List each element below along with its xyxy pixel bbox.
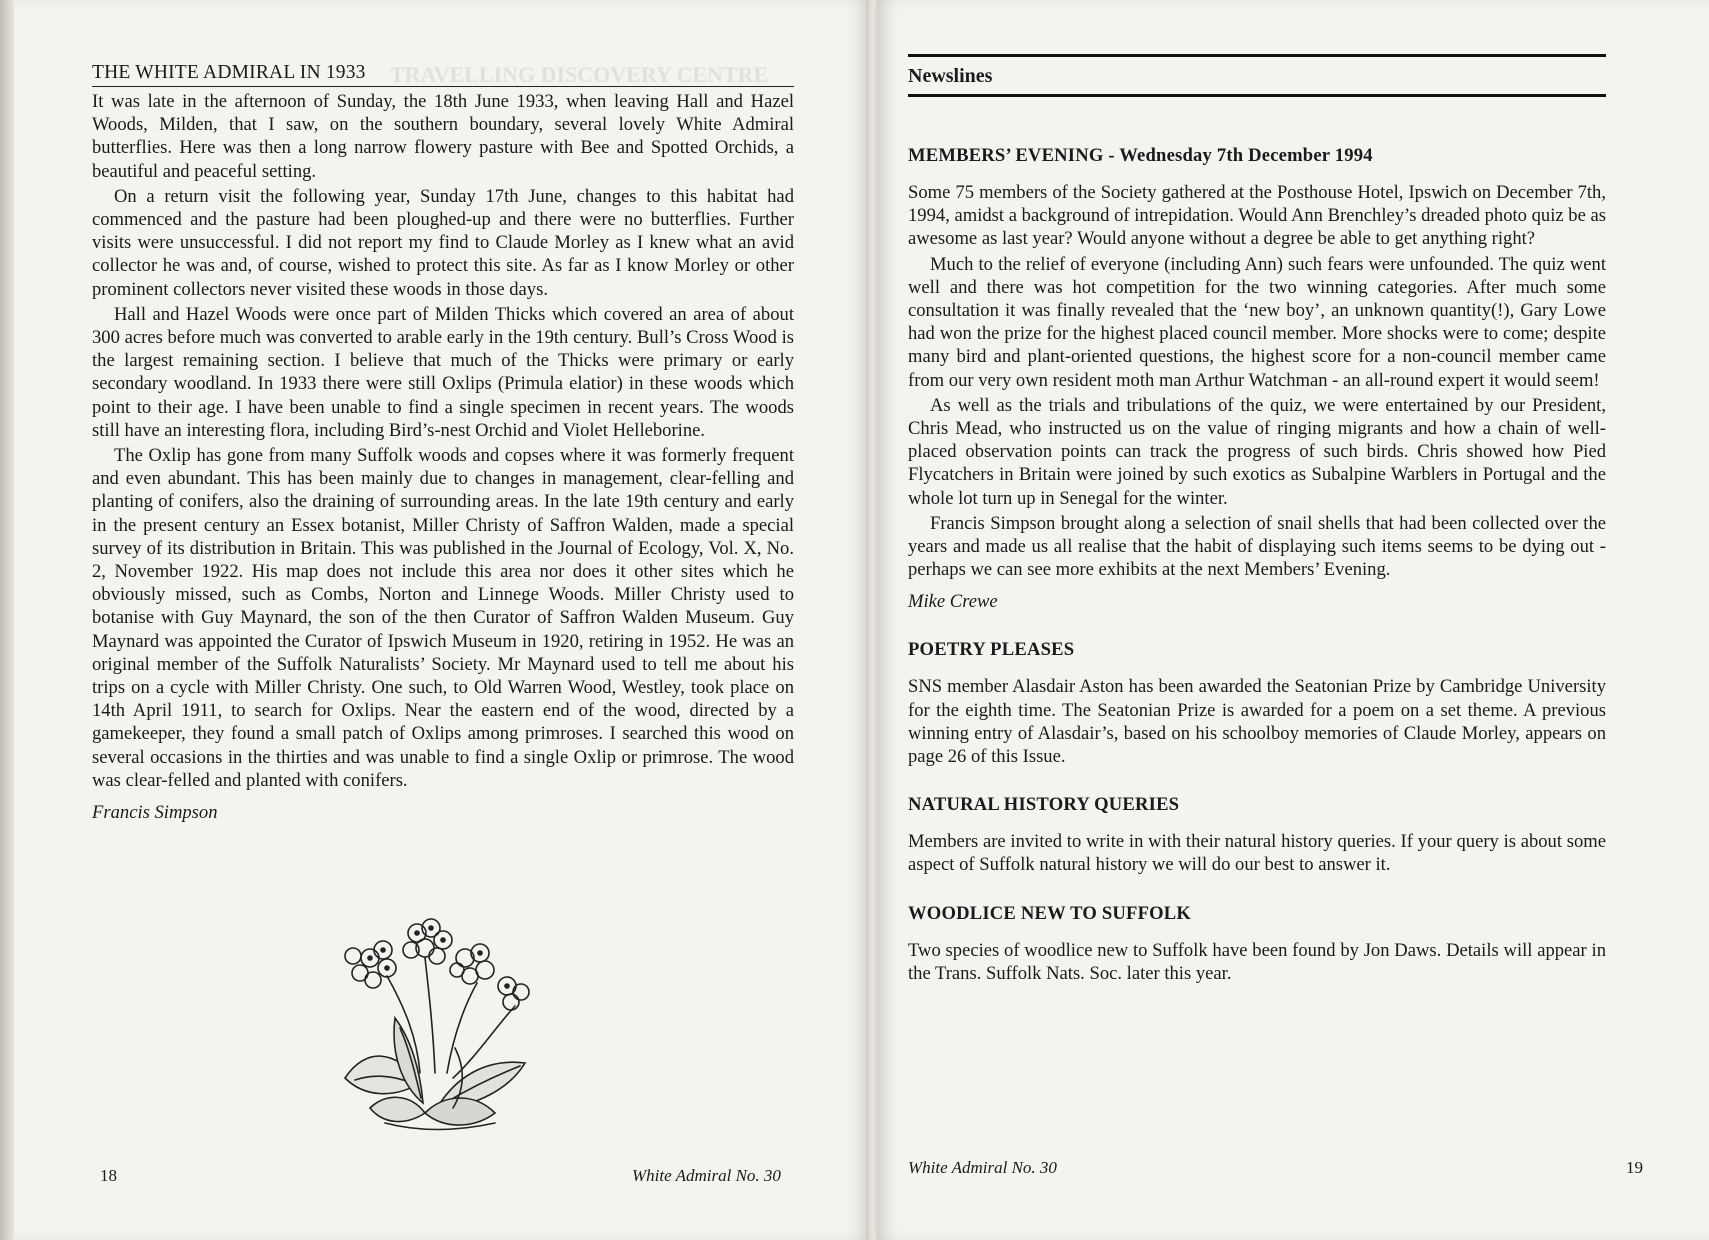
show-through-text: TRAVELLING DISCOVERY CENTRE — [390, 62, 769, 87]
news-item-poetry — [908, 639, 1606, 768]
news-item-members-evening — [908, 145, 1606, 613]
news-heading: WOODLICE NEW TO SUFFOLK — [908, 902, 1192, 924]
paragraph: Members are invited to write in with their natural history queries. If your query is about some aspect of Suffolk natural history we will do our best to answer it. — [908, 831, 1606, 876]
article-title: THE WHITE ADMIRAL IN 1933 — [92, 62, 794, 87]
paragraph: Two species of woodlice new to Suffolk have been found by Jon Daws. Details will appear in the Trans. Suffolk Nats. Soc. later this year. — [908, 939, 1606, 984]
paragraph: It was late in the afternoon of Sunday, the 18th June 1933, when leaving Hall and Hazel Woods, Milden, that I saw, on the southern boundary, several lovely White Admiral butterflies. Here was then a long narrow flowery pasture with Bee and Spotted Orchids, a beautiful and peaceful setting. — [92, 91, 794, 182]
running-footer: White Admiral No. 30 — [908, 1158, 1057, 1177]
right-page — [878, 0, 1709, 1240]
page-number: 19 — [1626, 1158, 1643, 1177]
news-heading: POETRY PLEASES — [908, 639, 1075, 661]
news-item-queries — [908, 794, 1606, 876]
author-signature: Francis Simpson — [92, 802, 218, 824]
paragraph: Hall and Hazel Woods were once part of Milden Thicks which covered an area of about 300 acres before much was converted to arable early in the 19th century. Bull’s Cross Wood is the largest remaining section. I believe that much of the Thicks were primary or early secondary woodland. In 1933 there were still Oxlips (Primula elatior) in these woods which point to their age. I have been unable to find a single specimen in recent years. The woods still have an interesting flora, including Bird’s-nest Orchid and Violet Helleborine. — [92, 303, 794, 441]
news-heading: NATURAL HISTORY QUERIES — [908, 794, 1180, 816]
paragraph: The Oxlip has gone from many Suffolk woods and copses where it was formerly frequent and even abundant. This has been mainly due to changes in management, clear-felling and planting of conifers, also the draining of surrounding areas. In the late 19th century and early in the present century an Essex botanist, Miller Christy of Saffron Walden, made a special survey of its distribution in Britain. This was published in the Journal of Ecology, Vol. X, No. 2, November 1922. His map does not include this area nor does it other sites which he obviously missed, such as Combs, Norton and Linnege Woods. Miller Christy used to botanise with Guy Maynard, the son of the then Curator of Saffron Walden Museum. Guy Maynard was appointed the Curator of Ipswich Museum in 1920, retiring in 1952. He was an original member of the Suffolk Naturalists’ Society. Mr Maynard used to tell me about his trips on a cycle with Miller Christy. One such, to Old Warren Wood, Westley, took place on 14th April 1911, to search for Oxlips. Near the eastern end of the wood, directed by a gamekeeper, they found a small patch of Oxlips among primroses. I searched this wood on several occasions in the thirties and was unable to find a single Oxlip or primrose. The wood was clear-felled and planted with conifers. — [92, 445, 794, 791]
oxlip-illustration — [325, 898, 555, 1138]
paragraph: SNS member Alasdair Aston has been awarded the Seatonian Prize by Cambridge University for the eighth time. The Seatonian Prize is awarded for a poem on a set theme. A previous winning entry of Alasdair’s, based on his schoolboy memories of Claude Morley, appears on page 26 of this Issue. — [908, 676, 1606, 768]
news-heading: MEMBERS’ EVENING - Wednesday 7th December 1994 — [908, 145, 1373, 166]
article-column — [92, 62, 794, 824]
running-footer: White Admiral No. 30 — [632, 1166, 781, 1185]
news-item-woodlice — [908, 903, 1606, 985]
paragraph: Francis Simpson brought along a selection of snail shells that had been collected over the years and made us all realise that the habit of displaying such items seems to be dying out - perhaps we can see more exhibits at the next Members’ Evening. — [908, 512, 1606, 581]
author-signature: Mike Crewe — [908, 591, 998, 613]
paragraph: As well as the trials and tribulations of the quiz, we were entertained by our President, Chris Mead, who instructed us on the value of ringing migrants and how a chain of well-placed observation points can track the progress of such birds. Chris showed how Pied Flycatchers in Britain were joined by such exotics as Subalpine Warblers in Portugal and the whole lot turn up in Senegal for the winter. — [908, 394, 1606, 509]
paragraph: On a return visit the following year, Sunday 17th June, changes to this habitat had commenced and the pasture had been ploughed-up and there were no butterflies. Further visits were unsuccessful. I did not report my find to Claude Morley as I knew what an avid collector he was and, of course, wished to protect this site. As far as I know Morley or other prominent collectors never visited these woods in those days. — [92, 185, 794, 300]
newslines-column — [908, 54, 1606, 1011]
page-number: 18 — [100, 1166, 117, 1185]
paragraph: Much to the relief of everyone (including Ann) such fears were unfounded. The quiz went well and there was hot competition for the two winning categories. After much some consultation it was finally revealed that the ‘new boy’, an unknown quantity(!), Gary Lowe had won the prize for the highest placed council member. More shocks were to come; despite many bird and plant-oriented questions, the highest score for a non-council member came from our very own resident moth man Arthur Watchman - an all-round expert it would seem! — [908, 253, 1606, 391]
paragraph: Some 75 members of the Society gathered at the Posthouse Hotel, Ipswich on December 7th, 1994, amidst a background of intrepidation. Would Ann Brenchley’s dreaded photo quiz be as awesome as last year? Would anyone without a degree be able to get anything right? — [908, 182, 1606, 250]
section-header: Newslines — [908, 54, 1606, 97]
